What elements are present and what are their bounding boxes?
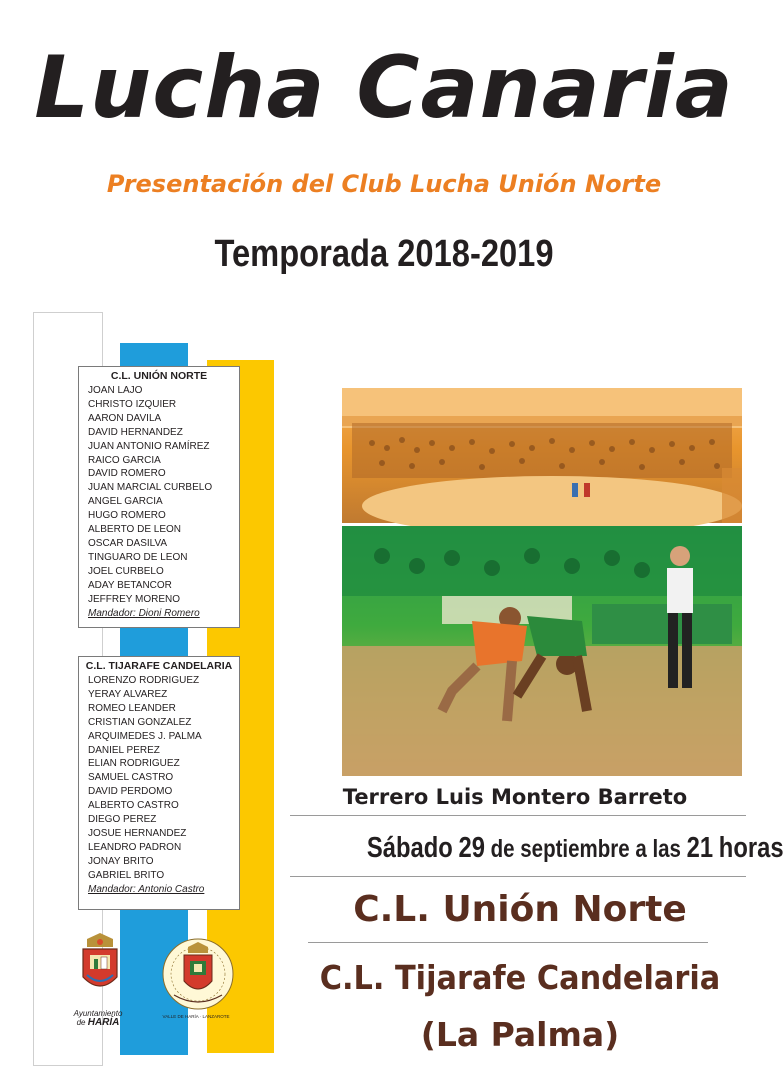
team-roster-union-norte (78, 366, 240, 628)
team-mandador: Mandador: Antonio Castro (88, 883, 205, 895)
player-name: JOAN LAJO (88, 385, 143, 396)
divider (290, 815, 746, 816)
haria-crest-logo (79, 933, 121, 1003)
date-day: 29 (458, 832, 485, 864)
player-name: DAVID PERDOMO (88, 786, 173, 798)
team-name: C.L. TIJARAFE CANDELARIA (85, 660, 233, 672)
player-name: DAVID HERNANDEZ (88, 426, 183, 438)
crest-icon (79, 933, 121, 1003)
event-venue: Terrero Luis Montero Barreto (342, 785, 688, 809)
seal-icon (160, 935, 236, 1013)
club-seal-caption: VALLE DE HARÍA · LANZAROTE (162, 1014, 230, 1019)
player-name: ANGEL GARCIA (88, 496, 163, 508)
arena-illustration (342, 388, 742, 523)
poster-title: Lucha Canaria (34, 38, 734, 138)
player-name: LEANDRO PADRON (88, 841, 182, 853)
poster-subtitle: Presentación del Club Lucha Unión Norte (106, 170, 662, 198)
player-name: OSCAR DASILVA (88, 537, 168, 549)
player-name: ROMEO LEANDER (88, 702, 176, 714)
divider (290, 876, 746, 877)
player-name: JUAN MARCIAL CURBELO (88, 482, 213, 494)
player-name: RAICO GARCIA (88, 454, 161, 466)
season-label: Temporada 2018-2019 (214, 233, 554, 275)
player-name: TINGUARO DE LEON (88, 551, 188, 563)
player-name: DIEGO PEREZ (88, 814, 157, 826)
haria-label-prefix: de (76, 1018, 86, 1027)
away-team: C.L. Tijarafe Candelaria (319, 958, 721, 997)
player-name: CRISTIAN GONZALEZ (88, 716, 192, 728)
date-weekday: Sábado (366, 832, 453, 864)
wrestlers-illustration (342, 526, 742, 776)
player-name: JEFFREY MORENO (88, 593, 181, 605)
player-name: SAMUEL CASTRO (88, 772, 174, 784)
player-name: ARQUIMEDES J. PALMA (88, 730, 202, 742)
player-name: JOSUE HERNANDEZ (88, 827, 187, 839)
haria-label-name: HARÍA (87, 1017, 120, 1028)
home-team: C.L. Unión Norte (353, 889, 687, 930)
player-name: JUAN ANTONIO RAMÍREZ (88, 440, 210, 452)
player-name: DAVID ROMERO (88, 468, 166, 480)
player-name: YERAY ALVAREZ (88, 688, 168, 700)
haria-label (60, 1009, 136, 1027)
date-hours-word: horas (718, 832, 784, 864)
divider (308, 942, 708, 943)
team-roster-tijarafe-candelaria (78, 656, 240, 910)
date-month-text: de septiembre a las (490, 835, 681, 863)
photo-wrestlers (342, 526, 742, 776)
photo-arena-crowd (342, 388, 742, 523)
player-name: CHRISTO IZQUIER (88, 398, 177, 410)
team-name: C.L. UNIÓN NORTE (110, 370, 208, 382)
player-name: LORENZO RODRIGUEZ (88, 675, 200, 686)
player-name: HUGO ROMERO (88, 510, 166, 522)
date-hour: 21 (686, 832, 714, 864)
event-date (366, 832, 784, 865)
player-name: JONAY BRITO (88, 855, 154, 867)
player-name: AARON DAVILA (88, 412, 162, 424)
player-name: ELIAN RODRIGUEZ (88, 758, 180, 770)
player-list (79, 384, 239, 607)
away-team-origin: (La Palma) (420, 1015, 620, 1054)
player-name: DANIEL PEREZ (88, 744, 160, 756)
player-name: ALBERTO DE LEON (88, 524, 181, 536)
player-name: ALBERTO CASTRO (88, 800, 179, 812)
player-name: JOEL CURBELO (88, 565, 164, 577)
player-name: ADAY BETANCOR (88, 579, 172, 591)
haria-label-line1: Ayuntamiento (73, 1009, 123, 1018)
club-union-norte-seal (160, 935, 236, 1013)
team-mandador: Mandador: Dioni Romero (88, 607, 200, 619)
player-list (79, 674, 239, 883)
player-name: GABRIEL BRITO (88, 869, 165, 881)
